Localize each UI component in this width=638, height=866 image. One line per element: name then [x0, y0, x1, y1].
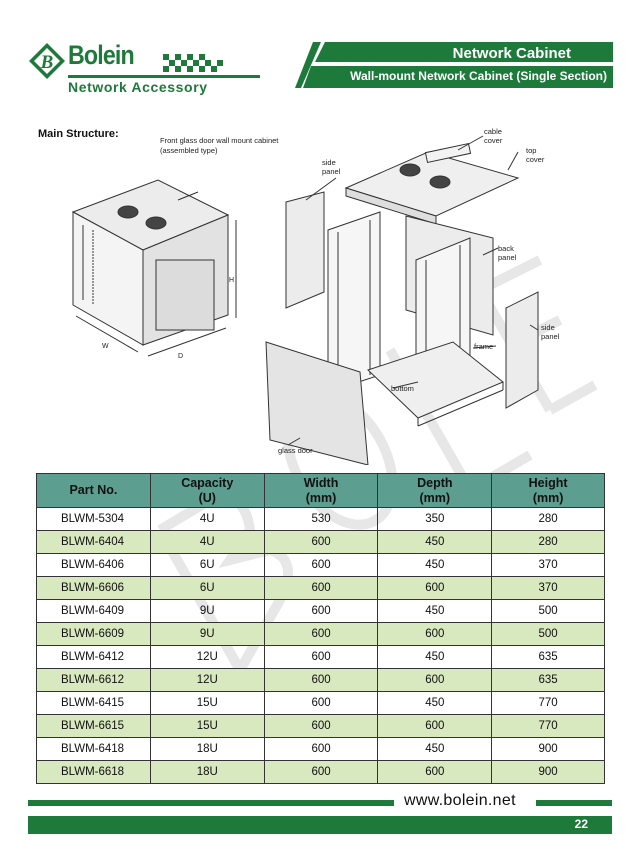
cell-capacity: 15U	[150, 715, 264, 738]
table-row	[37, 646, 605, 669]
col-header-capacity: Capacity (U)	[150, 474, 264, 508]
cell-part: BLWM-6415	[37, 692, 151, 715]
cell-width: 600	[264, 577, 378, 600]
cell-part: BLWM-6606	[37, 577, 151, 600]
cell-width: 600	[264, 738, 378, 761]
cell-width: 600	[264, 669, 378, 692]
cell-height: 770	[492, 692, 605, 715]
cell-depth: 450	[378, 646, 492, 669]
dim-h-label: H	[229, 277, 235, 284]
checker-pattern-icon	[163, 54, 225, 72]
table-row	[37, 669, 605, 692]
title-banner	[295, 42, 613, 90]
cell-depth: 450	[378, 554, 492, 577]
cell-part: BLWM-6618	[37, 761, 151, 784]
side-panel-right-part	[506, 292, 538, 408]
cell-depth: 450	[378, 531, 492, 554]
cell-part: BLWM-6615	[37, 715, 151, 738]
cell-depth: 450	[378, 600, 492, 623]
website-link[interactable]: www.bolein.net	[404, 792, 516, 809]
cell-part: BLWM-6418	[37, 738, 151, 761]
cell-capacity: 6U	[150, 577, 264, 600]
col-header-part: Part No.	[37, 474, 151, 508]
table-row	[37, 738, 605, 761]
cell-capacity: 15U	[150, 692, 264, 715]
spec-table	[36, 473, 605, 784]
assembled-cabinet	[73, 180, 236, 356]
callout-cable-cover: cable cover	[484, 127, 503, 145]
cell-width: 600	[264, 646, 378, 669]
cell-height: 770	[492, 715, 605, 738]
cell-width: 600	[264, 692, 378, 715]
cell-depth: 450	[378, 738, 492, 761]
dim-d-label: D	[178, 353, 184, 360]
brand-underline	[68, 75, 260, 78]
cell-height: 900	[492, 761, 605, 784]
svg-text:B: B	[40, 52, 54, 73]
bottom-part	[368, 342, 503, 418]
callout-bottom: bottom	[391, 384, 414, 393]
cell-width: 600	[264, 715, 378, 738]
cell-capacity: 12U	[150, 669, 264, 692]
cell-height: 900	[492, 738, 605, 761]
assembled-cabinet-note: Front glass door wall mount cabinet (assembled type)	[160, 136, 279, 155]
cell-capacity: 12U	[150, 646, 264, 669]
cell-height: 500	[492, 623, 605, 646]
cell-width: 530	[264, 508, 378, 531]
col-header-depth: Depth (mm)	[378, 474, 492, 508]
cell-height: 635	[492, 669, 605, 692]
table-row	[37, 600, 605, 623]
page-number-band	[28, 816, 612, 834]
cell-capacity: 6U	[150, 554, 264, 577]
cell-height: 280	[492, 508, 605, 531]
table-row	[37, 623, 605, 646]
brand-tagline: Network Accessory	[68, 79, 208, 95]
table-row	[37, 554, 605, 577]
cell-part: BLWM-6612	[37, 669, 151, 692]
footer-rule-right	[536, 800, 612, 806]
callout-back-panel: back panel	[498, 244, 517, 262]
callout-side-panel-right: side panel	[541, 323, 560, 341]
cell-depth: 600	[378, 761, 492, 784]
callout-top-cover: top cover	[526, 146, 545, 164]
table-row	[37, 715, 605, 738]
cell-width: 600	[264, 761, 378, 784]
page-number: 22	[574, 817, 588, 831]
footer-rule-left	[28, 800, 394, 806]
table-row	[37, 508, 605, 531]
page-title: Network Cabinet	[452, 45, 571, 62]
cell-width: 600	[264, 531, 378, 554]
cell-depth: 350	[378, 508, 492, 531]
cell-part: BLWM-6409	[37, 600, 151, 623]
cell-part: BLWM-6406	[37, 554, 151, 577]
cell-depth: 600	[378, 577, 492, 600]
cell-capacity: 18U	[150, 761, 264, 784]
table-row	[37, 531, 605, 554]
page-subtitle: Wall-mount Network Cabinet (Single Section)	[350, 69, 607, 83]
cell-depth: 600	[378, 669, 492, 692]
cell-width: 600	[264, 600, 378, 623]
cell-capacity: 18U	[150, 738, 264, 761]
side-panel-left-part	[286, 192, 324, 308]
brand-logo	[28, 38, 238, 98]
cell-height: 370	[492, 577, 605, 600]
cell-part: BLWM-6412	[37, 646, 151, 669]
cell-height: 370	[492, 554, 605, 577]
cell-height: 280	[492, 531, 605, 554]
callout-glass-door: glass door	[278, 446, 313, 455]
cell-width: 600	[264, 554, 378, 577]
cell-depth: 450	[378, 692, 492, 715]
cell-part: BLWM-5304	[37, 508, 151, 531]
brand-name: Bolein	[68, 40, 134, 70]
main-structure-label: Main Structure:	[38, 128, 119, 140]
cell-width: 600	[264, 623, 378, 646]
cell-height: 635	[492, 646, 605, 669]
table-row	[37, 577, 605, 600]
cell-capacity: 4U	[150, 531, 264, 554]
cell-depth: 600	[378, 623, 492, 646]
callout-side-panel-left: side panel	[322, 158, 341, 176]
dim-w-label: W	[102, 343, 109, 350]
cell-capacity: 9U	[150, 623, 264, 646]
cell-capacity: 9U	[150, 600, 264, 623]
table-row	[37, 692, 605, 715]
cell-depth: 600	[378, 715, 492, 738]
callout-frame: frame	[474, 342, 494, 351]
cell-part: BLWM-6609	[37, 623, 151, 646]
bolein-emblem-icon	[28, 42, 66, 80]
table-row	[37, 761, 605, 784]
col-header-width: Width (mm)	[264, 474, 378, 508]
col-header-height: Height (mm)	[492, 474, 605, 508]
cell-height: 500	[492, 600, 605, 623]
cell-capacity: 4U	[150, 508, 264, 531]
table-header-row	[37, 474, 605, 508]
cell-part: BLWM-6404	[37, 531, 151, 554]
table-body	[37, 508, 605, 784]
